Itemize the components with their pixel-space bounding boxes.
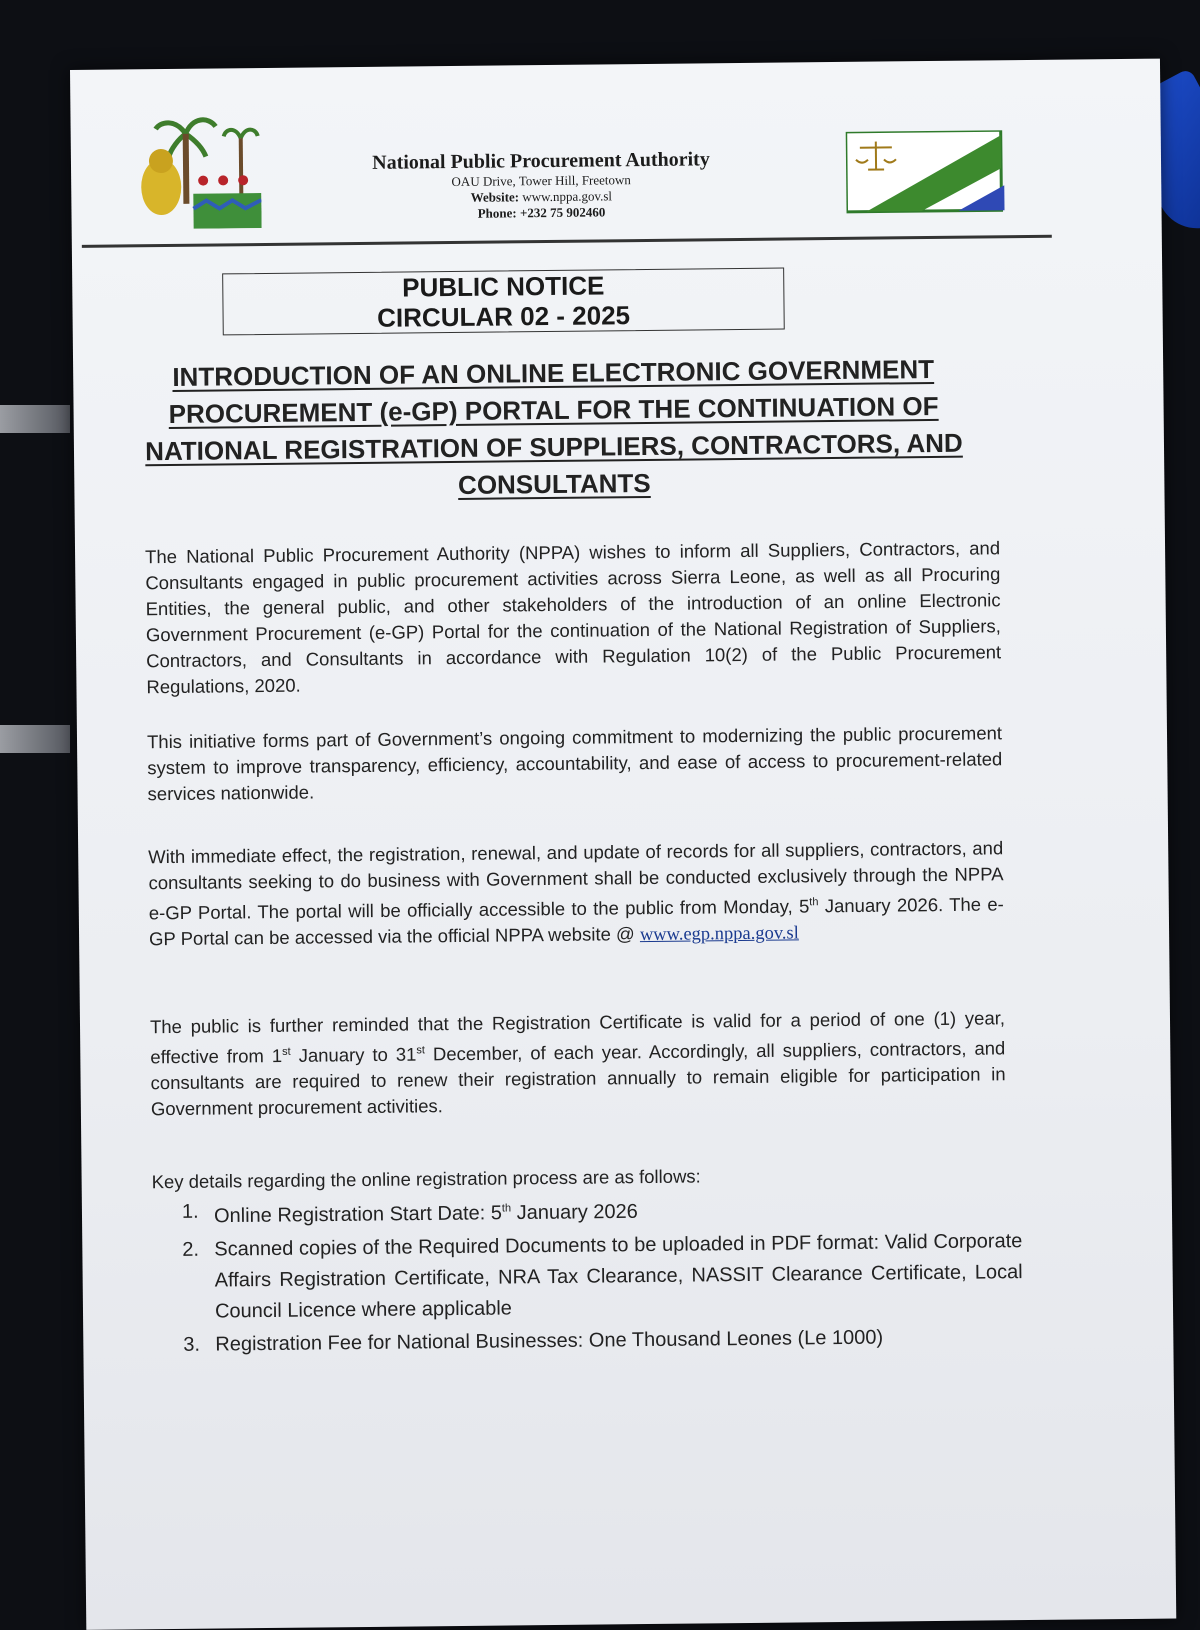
paragraph-validity-text: The public is further reminded that the Registration Certificate is valid for a period of one (1) year, effective from 1	[150, 1007, 1005, 1067]
organization-info	[341, 148, 742, 223]
list-number: 2.	[182, 1234, 199, 1265]
letterhead	[70, 59, 1162, 250]
key-details-list	[152, 1188, 1024, 1363]
circular-number: CIRCULAR 02 - 2025	[223, 299, 783, 335]
organization-address: OAU Drive, Tower Hill, Freetown	[341, 171, 741, 191]
paragraph-validity-text: December, of each year. Accordingly, all suppliers, contractors, and consultants are required to renew their registration annually to remain eligible for participation in Government procurement activities.	[151, 1037, 1006, 1119]
public-notice-box	[222, 268, 785, 336]
list-item-text: Scanned copies of the Required Documents to be uploaded in PDF format: Valid Corporate Affairs Registration Certificate, NRA Tax Clearance, NASSIT Clearance Certificate, Local Council Licence where applicable	[214, 1230, 1023, 1322]
coat-of-arms-icon	[130, 108, 261, 229]
ordinal-suffix: st	[282, 1046, 291, 1058]
list-item-text: Online Registration Start Date: 5	[214, 1202, 502, 1227]
paragraph-key-details: Key details regarding the online registration process are as follows:	[152, 1160, 1007, 1195]
ordinal-suffix: th	[502, 1202, 511, 1214]
list-item-text: January 2026	[511, 1201, 638, 1224]
phone-value: +232 75 902460	[520, 204, 606, 220]
organization-phone	[341, 203, 741, 223]
desk-reflection	[0, 725, 70, 753]
paragraph-effect-text: With immediate effect, the registration, renewal, and update of records for all suppliers, contractors, and consultants seeking to do business with Government shall be conducted exclusively through the NPPA e-GP Portal. The portal will be officially accessible to the public from Monday, 5	[148, 837, 1003, 923]
list-item	[152, 1226, 1023, 1328]
paragraph-validity	[150, 1005, 1006, 1122]
list-number: 1.	[182, 1197, 199, 1228]
organization-name: National Public Procurement Authority	[341, 148, 741, 175]
paragraph-initiative: This initiative forms part of Government’s ongoing commitment to modernizing the public procurement system to improve transparency, efficiency, accountability, and ease of access to procurement-related services nationwide.	[147, 720, 1003, 807]
nppa-logo-icon	[846, 130, 1007, 216]
paragraph-intro: The National Public Procurement Authority (NPPA) wishes to inform all Suppliers, Contractors, and Consultants engaged in public procurement activities across Sierra Leone, as well as all Procuring Entities, the general public, and other stakeholders of the introduction of an online Electronic Government Procurement (e-GP) Portal for the continuation of the National Registration of Suppliers, Contractors, and Consultants in accordance with Regulation 10(2) of the Public Procurement Regulations, 2020.	[145, 535, 1002, 700]
ordinal-suffix: th	[809, 896, 818, 908]
ordinal-suffix: st	[416, 1044, 425, 1056]
phone-label: Phone:	[478, 205, 517, 220]
website-label: Website:	[471, 189, 520, 205]
notice-heading: PUBLIC NOTICE	[223, 269, 783, 305]
website-value: www.nppa.gov.sl	[522, 188, 612, 204]
paragraph-effect	[148, 835, 1004, 953]
paragraph-validity-text: January to 31	[291, 1044, 417, 1066]
list-number: 3.	[183, 1329, 200, 1360]
desk-reflection	[0, 405, 70, 433]
egp-portal-link[interactable]: www.egp.nppa.gov.sl	[640, 924, 799, 946]
notice-title: INTRODUCTION OF AN ONLINE ELECTRONIC GOVERNMENT PROCUREMENT (e-GP) PORTAL FOR THE CONTINUATION OF NATIONAL REGISTRATION OF SUPPLIERS, CONTRACTORS, AND CONSULTANTS	[133, 351, 975, 508]
paragraph-effect-text: January 2026. The e-GP Portal can be accessed via the official NPPA website @	[149, 893, 1004, 949]
notice-paper	[70, 59, 1176, 1630]
list-item	[153, 1321, 1023, 1361]
list-item-text: Registration Fee for National Businesses: One Thousand Leones (Le 1000)	[215, 1326, 883, 1355]
